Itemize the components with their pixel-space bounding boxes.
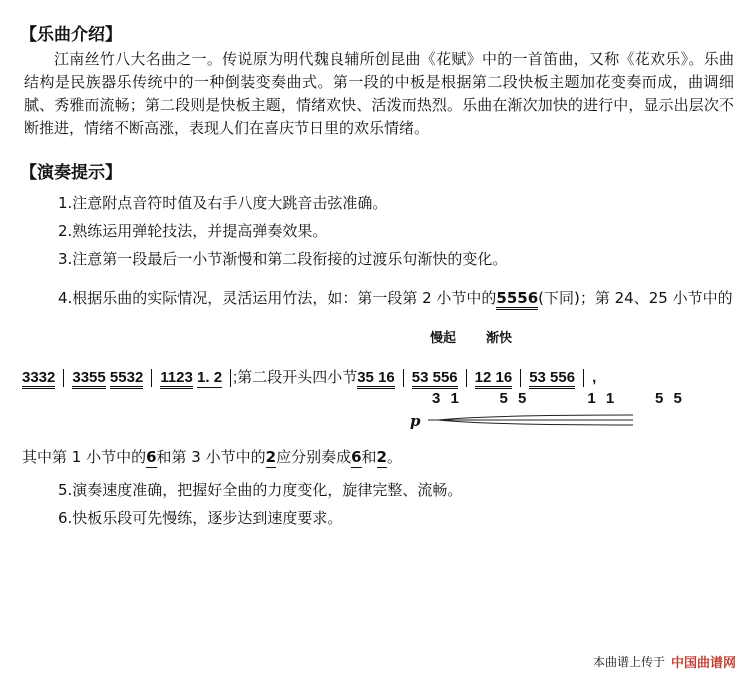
lower-measure: 1 1 bbox=[587, 390, 615, 407]
tip-1: 1.注意附点音符时值及右手八度大跳音击弦准确。 bbox=[58, 194, 388, 212]
notation-lower bbox=[432, 390, 682, 407]
crescendo-hairpin bbox=[428, 414, 638, 426]
notation-text: ;第二段开头四小节 bbox=[233, 369, 358, 386]
tempo-accelerate: 渐快 bbox=[486, 331, 513, 346]
site-logo: 中国曲谱网 bbox=[670, 656, 736, 671]
measure: 1123 bbox=[160, 369, 193, 389]
lower-measure: 5 5 bbox=[499, 390, 527, 407]
measure: 53 556 bbox=[412, 369, 458, 389]
measure: 35 16 bbox=[357, 369, 395, 389]
tip-6: 6.快板乐段可先慢练，逐步达到速度要求。 bbox=[58, 509, 343, 527]
dynamic-mark: p bbox=[410, 412, 421, 430]
note-2: 2 bbox=[265, 448, 277, 466]
note-2-ornamented: 2 bbox=[376, 448, 387, 466]
footer-text: 本曲谱上传于 bbox=[592, 655, 665, 669]
explain-line: 其中第 1 小节中的6和第 3 小节中的2应分别奏成6和2。 bbox=[22, 448, 402, 466]
tip-3: 3.注意第一段最后一小节渐慢和第二段衔接的过渡乐句渐快的变化。 bbox=[58, 250, 508, 268]
intro-paragraph: 江南丝竹八大名曲之一。传说原为明代魏良辅所创昆曲《花赋》中的一首笛曲，又称《花欢乐》。乐曲结构是民族器乐传统中的一种倒装变奏曲式。第一段的中板是根据第二段快板主题加花变奏而成，曲调细腻、秀雅而流畅；第二段则是快板主题，情绪欢快、活泼而热烈。乐曲在渐次加快的进行中，显示出层次不断推进，情绪不断高涨，表现人们在喜庆节日里的欢乐情绪。 bbox=[24, 50, 734, 137]
note-6: 6 bbox=[146, 448, 157, 466]
measure: 3332 bbox=[22, 369, 55, 389]
footer bbox=[593, 652, 736, 671]
tips-heading: 【演奏提示】 bbox=[20, 163, 122, 183]
tip-4-text-2: (下同)；第 24、25 小节中的 bbox=[538, 289, 733, 307]
measure: 12 16 bbox=[475, 369, 513, 389]
measure: 1. 2 bbox=[197, 369, 223, 386]
intro-heading: 【乐曲介绍】 bbox=[20, 25, 122, 45]
measure: 5532 bbox=[110, 369, 143, 389]
tip-2: 2.熟练运用弹轮技法，并提高弹奏效果。 bbox=[58, 222, 328, 240]
notation-line-1 bbox=[22, 366, 596, 387]
lower-measure: 3 1 bbox=[432, 390, 459, 407]
tip-4-notes: 5556 bbox=[496, 289, 538, 310]
measure: 3355 bbox=[72, 369, 105, 389]
measure: 53 556 bbox=[529, 369, 575, 389]
tip-4-text: 4.根据乐曲的实际情况，灵活运用竹法，如：第一段第 2 小节中的 bbox=[58, 289, 497, 307]
tempo-slow-start: 慢起 bbox=[430, 331, 457, 346]
note-6-ornamented: 6 bbox=[351, 448, 362, 466]
lower-measure: 5 5 bbox=[654, 390, 682, 407]
tip-5: 5.演奏速度准确，把握好全曲的力度变化，旋律完整、流畅。 bbox=[58, 481, 463, 499]
comma: , bbox=[592, 369, 597, 386]
tip-4 bbox=[58, 287, 733, 308]
